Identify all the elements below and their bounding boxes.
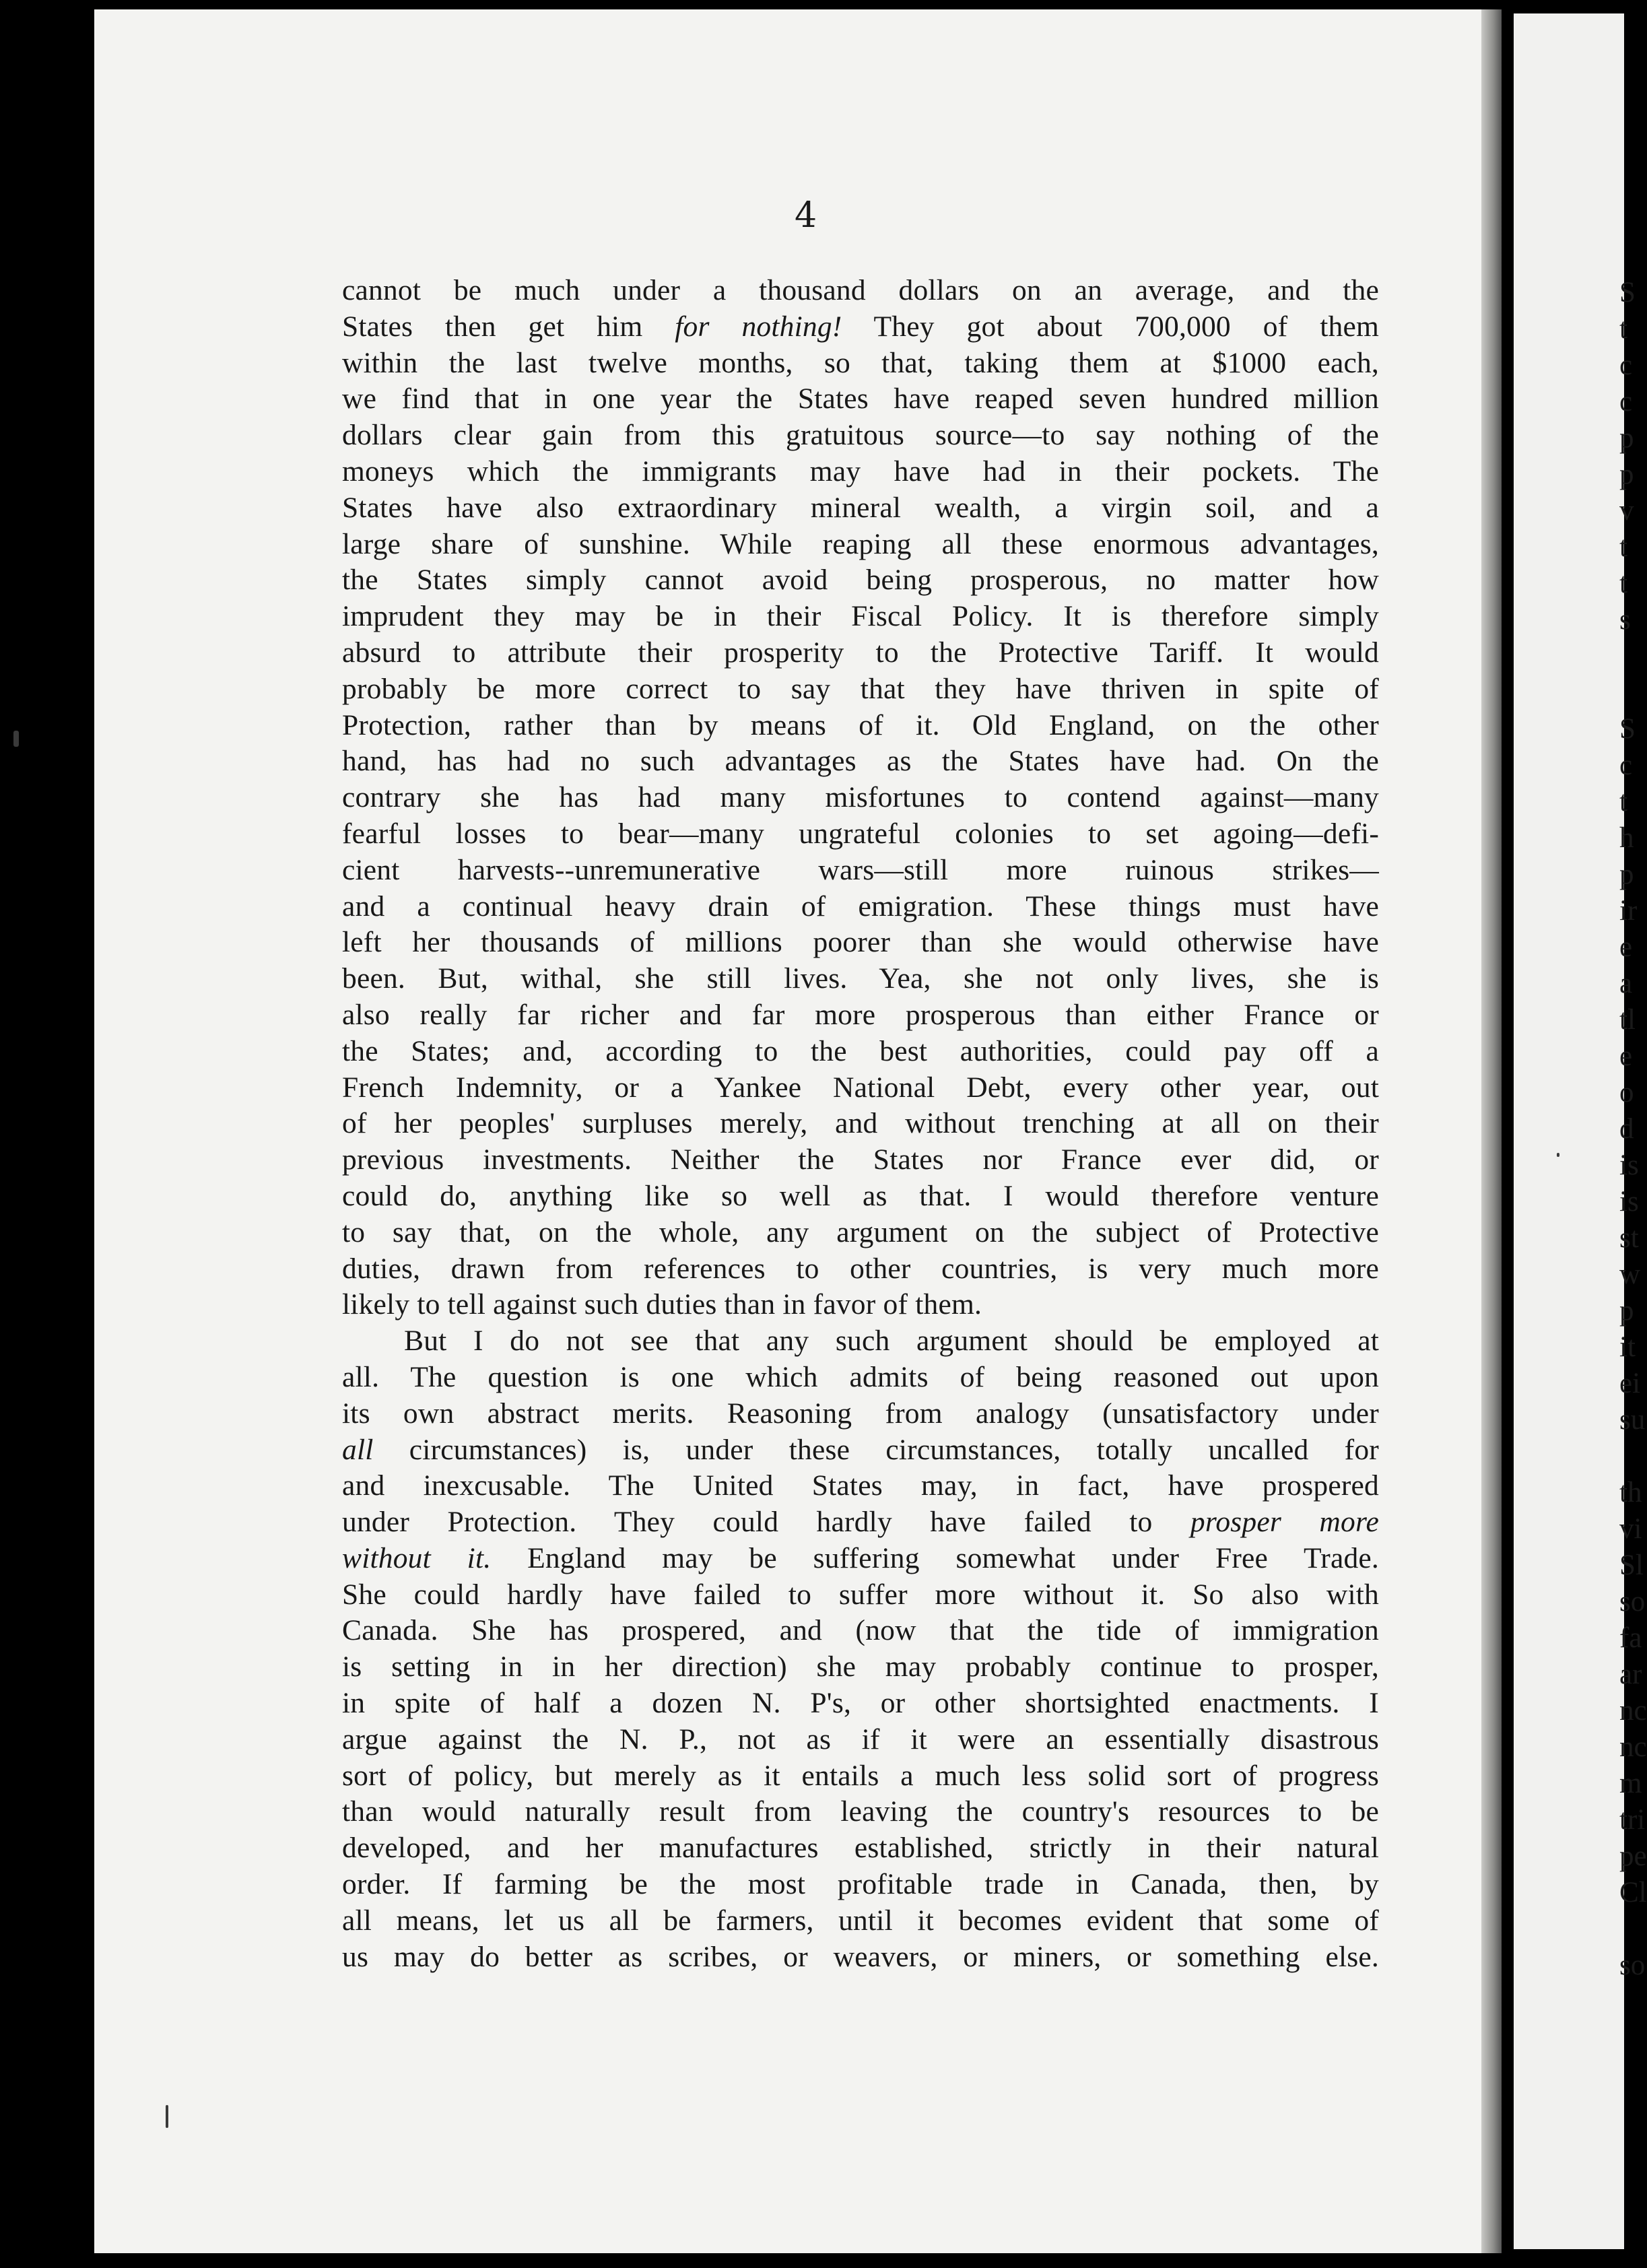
facing-page <box>1514 13 1624 2249</box>
text-line <box>342 1432 1379 1469</box>
text-line: previous investments. Neither the States nor France ever did, or <box>342 1143 1379 1176</box>
text-line: fearful losses to bear—many ungrateful colonies to set agoing—defi- <box>342 817 1379 850</box>
text-line: Protection, rather than by means of it. Old England, on the other <box>342 708 1379 741</box>
text-line: But I do not see that any such argument should be employed at <box>404 1325 1379 1358</box>
facing-page-fragment: p <box>1619 422 1634 454</box>
facing-page-fragment: tl <box>1619 1004 1636 1036</box>
page-gutter <box>1481 9 1502 2253</box>
facing-page-fragment: th <box>1619 1477 1642 1508</box>
facing-page-fragment: is <box>1619 1149 1639 1181</box>
text-line: within the last twelve months, so that, taking them at $1000 each, <box>342 346 1379 379</box>
text-line: developed, and her manufactures established, strictly in their natural <box>342 1832 1379 1865</box>
text-line: absurd to attribute their prosperity to the Protective Tariff. It would <box>342 636 1379 669</box>
italic-text: prosper more <box>1190 1506 1379 1539</box>
facing-page-fragment: pe <box>1619 1840 1647 1872</box>
text-run: under Protection. They could hardly have failed to <box>342 1506 1190 1539</box>
text-line: the States simply cannot avoid being prosperous, no matter how <box>342 564 1379 597</box>
text-line: to say that, on the whole, any argument on the subject of Protective <box>342 1215 1379 1248</box>
facing-page-fragment: tri <box>1619 1804 1646 1836</box>
facing-page-fragment: nc <box>1619 1731 1647 1763</box>
facing-page-fragment: ir <box>1619 895 1638 927</box>
facing-page-fragment: S <box>1619 713 1636 745</box>
text-line: duties, drawn from references to other countries, is very much more <box>342 1252 1379 1285</box>
facing-page-fragment: v <box>1619 495 1634 527</box>
facing-page-fragment: st <box>1619 1222 1639 1254</box>
facing-page-fragment: fa <box>1619 1622 1642 1654</box>
facing-page-fragment: Cl <box>1619 1877 1647 1908</box>
facing-page-fragment: s <box>1619 604 1631 636</box>
facing-page-fragment: S <box>1619 277 1636 308</box>
facing-page-fragment: is <box>1619 1186 1639 1218</box>
text-line: in spite of half a dozen N. P's, or other shortsighted enactments. I <box>342 1687 1379 1720</box>
facing-page-fragment: e <box>1619 1040 1633 1072</box>
text-line <box>342 1541 1379 1577</box>
facing-page-fragment: w <box>1619 1259 1641 1290</box>
facing-page-fragment: ei <box>1619 1368 1641 1399</box>
facing-page-fragment: c <box>1619 386 1633 418</box>
page-number: 4 <box>795 195 817 236</box>
text-line: likely to tell against such duties than in favor of them. <box>342 1288 982 1321</box>
text-line: imprudent they may be in their Fiscal Policy. It is therefore simply <box>342 600 1379 633</box>
facing-page-fragment: p <box>1619 859 1634 890</box>
text-line: left her thousands of millions poorer than she would otherwise have <box>342 926 1379 959</box>
italic-text: all <box>342 1433 374 1466</box>
text-line <box>342 309 1379 345</box>
text-line: and inexcusable. The United States may, in fact, have prospered <box>342 1469 1379 1502</box>
text-run: England may be suffering somewhat under Free Trade. <box>491 1541 1379 1574</box>
facing-page-fragment: so <box>1619 1586 1646 1617</box>
facing-page-fragment: so <box>1619 1949 1646 1981</box>
margin-speck <box>166 2105 168 2128</box>
facing-page-fragment: c <box>1619 749 1633 781</box>
text-line: argue against the N. P., not as if it were an essentially disastrous <box>342 1723 1379 1756</box>
facing-page-fragment: p <box>1619 1295 1634 1327</box>
facing-page-fragment: su <box>1619 1404 1646 1436</box>
text-line: been. But, withal, she still lives. Yea, she not only lives, she is <box>342 962 1379 995</box>
italic-text: without it. <box>342 1541 492 1574</box>
text-line: us may do better as scribes, or weavers, or miners, or something else. <box>342 1940 1379 1973</box>
facing-page-fragment: m <box>1619 1768 1642 1799</box>
facing-page-fragment: vi <box>1619 1513 1642 1545</box>
text-run: They got about 700,000 of them <box>842 310 1379 343</box>
italic-text: for nothing! <box>675 310 842 343</box>
facing-page-fragment: h <box>1619 822 1634 854</box>
facing-page-fragment: Sl <box>1619 1549 1644 1581</box>
text-line: could do, anything like so well as that. I would therefore venture <box>342 1179 1379 1212</box>
text-line: and a continual heavy drain of emigration. These things must have <box>342 890 1379 923</box>
text-line: moneys which the immigrants may have had in their pockets. The <box>342 455 1379 488</box>
text-line: of her peoples' surpluses merely, and without trenching at all on their <box>342 1107 1379 1140</box>
text-line: all means, let us all be farmers, until it becomes evident that some of <box>342 1904 1379 1937</box>
facing-page-fragment: nc <box>1619 1695 1647 1727</box>
text-line: States have also extraordinary mineral wealth, a virgin soil, and a <box>342 491 1379 524</box>
margin-speck <box>1557 1153 1559 1157</box>
text-line: its own abstract merits. Reasoning from analogy (unsatisfactory under <box>342 1397 1379 1430</box>
text-line: also really far richer and far more prosperous than either France or <box>342 998 1379 1031</box>
text-line: than would naturally result from leaving the country's resources to be <box>342 1795 1379 1828</box>
facing-page-fragment: t <box>1619 786 1627 818</box>
facing-page-fragment: t <box>1619 531 1627 563</box>
text-line: all. The question is one which admits of being reasoned out upon <box>342 1360 1379 1393</box>
text-line <box>342 1504 1379 1541</box>
facing-page-fragment: ar <box>1619 1659 1642 1690</box>
facing-page-fragment: o <box>1619 1077 1634 1108</box>
text-line: order. If farming be the most profitable trade in Canada, then, by <box>342 1868 1379 1901</box>
margin-speck <box>13 731 19 747</box>
facing-page-fragment: d <box>1619 1113 1634 1145</box>
text-line: dollars clear gain from this gratuitous source—to say nothing of the <box>342 419 1379 452</box>
text-line: cient harvests--unremunerative wars—still more ruinous strikes— <box>342 853 1379 886</box>
body-text <box>342 273 1379 1975</box>
text-line: probably be more correct to say that they have thriven in spite of <box>342 672 1379 705</box>
facing-page-fragment: t <box>1619 313 1627 345</box>
text-line: She could hardly have failed to suffer more without it. So also with <box>342 1578 1379 1611</box>
text-run: States then get him <box>342 310 675 343</box>
facing-page-fragment: c <box>1619 349 1633 381</box>
text-line: the States; and, according to the best authorities, could pay off a <box>342 1034 1379 1067</box>
facing-page-fragment: t <box>1619 568 1627 599</box>
text-line: large share of sunshine. While reaping all these enormous advantages, <box>342 527 1379 560</box>
text-line: sort of policy, but merely as it entails a much less solid sort of progress <box>342 1759 1379 1792</box>
facing-page-fragment: a <box>1619 968 1633 999</box>
text-run: circumstances) is, under these circumstances, totally uncalled for <box>373 1433 1379 1466</box>
text-line: contrary she has had many misfortunes to contend against—many <box>342 781 1379 814</box>
text-line: French Indemnity, or a Yankee National Debt, every other year, out <box>342 1071 1379 1104</box>
text-line: we find that in one year the States have reaped seven hundred million <box>342 382 1379 415</box>
text-line: Canada. She has prospered, and (now that the tide of immigration <box>342 1614 1379 1647</box>
facing-page-fragment: it <box>1619 1331 1636 1363</box>
facing-page-fragment: e <box>1619 931 1633 963</box>
text-line: hand, has had no such advantages as the States have had. On the <box>342 745 1379 778</box>
text-line: is setting in in her direction) she may probably continue to prosper, <box>342 1650 1379 1683</box>
facing-page-fragment: p <box>1619 459 1634 490</box>
text-line: cannot be much under a thousand dollars on an average, and the <box>342 274 1379 306</box>
